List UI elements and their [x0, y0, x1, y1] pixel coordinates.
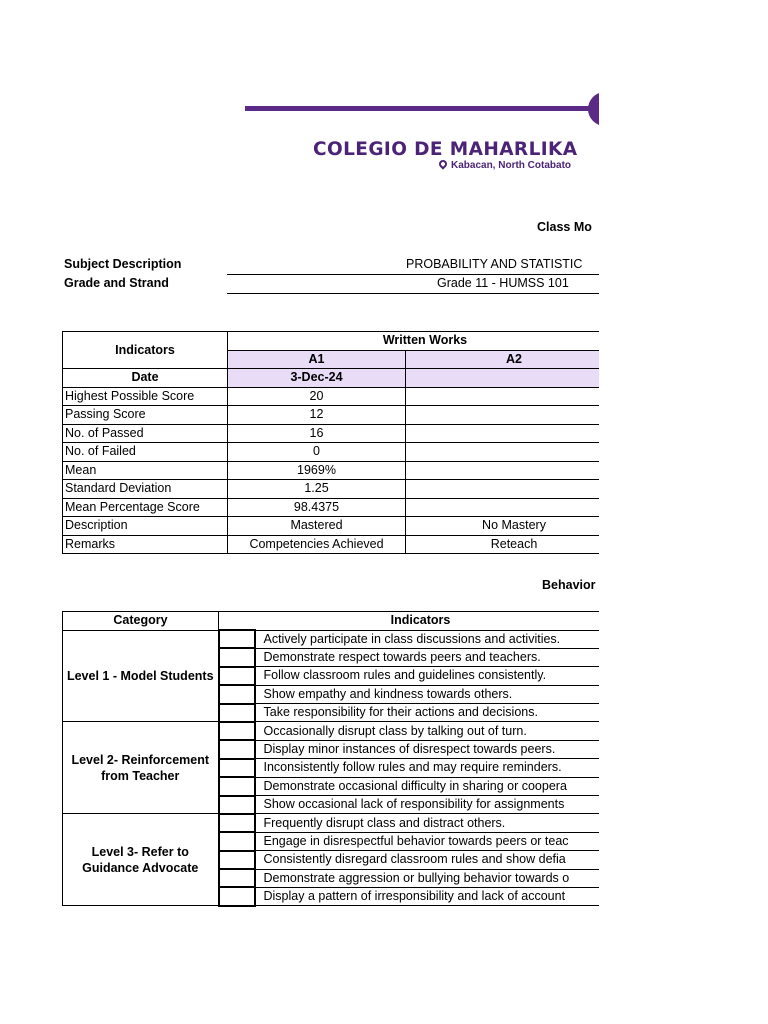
row-label: No. of Failed [63, 443, 228, 462]
row-a2 [406, 387, 600, 406]
table-row [63, 387, 600, 406]
row-label: Standard Deviation [63, 480, 228, 499]
school-name: COLEGIO DE MAHARLIKA [313, 139, 578, 160]
indicator-text: Demonstrate respect towards peers and teachers. [255, 648, 600, 666]
row-a2 [406, 424, 600, 443]
row-a1: 98.4375 [228, 498, 406, 517]
row-label: Mean [63, 461, 228, 480]
level-2-label: Level 2- Reinforcement from Teacher [63, 722, 219, 814]
school-address [439, 160, 571, 171]
category-header: Category [63, 612, 219, 631]
row-a2 [406, 480, 600, 499]
level-3-label: Level 3- Refer to Guidance Advocate [63, 814, 219, 906]
indicator-text: Demonstrate occasional difficulty in sharing or coopera [255, 777, 600, 795]
indicator-text: Show empathy and kindness towards others. [255, 685, 600, 703]
checkbox[interactable] [219, 667, 255, 685]
table-row [63, 630, 600, 648]
indicator-text: Inconsistently follow rules and may require reminders. [255, 759, 600, 777]
indicator-text: Frequently disrupt class and distract others. [255, 814, 600, 832]
document-title: Class Mo [537, 220, 592, 234]
row-a2: Reteach [406, 535, 600, 554]
table-row [63, 722, 600, 740]
row-a1: 1.25 [228, 480, 406, 499]
checkbox[interactable] [219, 722, 255, 740]
row-label: Remarks [63, 535, 228, 554]
table-row [63, 443, 600, 462]
row-label: Description [63, 517, 228, 536]
table-row [63, 517, 600, 536]
table-row [63, 814, 600, 832]
checkbox[interactable] [219, 887, 255, 905]
indicator-text: Demonstrate aggression or bullying behavior towards o [255, 869, 600, 887]
row-a1: 0 [228, 443, 406, 462]
row-a2: No Mastery [406, 517, 600, 536]
row-a2 [406, 406, 600, 425]
row-a1: Mastered [228, 517, 406, 536]
table-row [63, 535, 600, 554]
table-row [63, 406, 600, 425]
row-label: Mean Percentage Score [63, 498, 228, 517]
checkbox[interactable] [219, 796, 255, 814]
row-a1: 16 [228, 424, 406, 443]
subject-value: PROBABILITY AND STATISTIC [406, 257, 583, 271]
assessment-summary-table [62, 331, 599, 554]
checkbox[interactable] [219, 851, 255, 869]
level-1-label: Level 1 - Model Students [63, 630, 219, 722]
row-a2 [406, 461, 600, 480]
row-label: Passing Score [63, 406, 228, 425]
indicator-text: Follow classroom rules and guidelines consistently. [255, 667, 600, 685]
subject-label: Subject Description [64, 257, 182, 271]
row-a1: 20 [228, 387, 406, 406]
date-label: Date [63, 369, 228, 388]
checkbox[interactable] [219, 759, 255, 777]
indicator-text: Display minor instances of disrespect towards peers. [255, 740, 600, 758]
grade-label: Grade and Strand [64, 276, 169, 290]
school-address-text: Kabacan, North Cotabato [451, 160, 572, 171]
indicator-text: Actively participate in class discussions and activities. [255, 630, 600, 648]
checkbox[interactable] [219, 648, 255, 666]
checkbox[interactable] [219, 630, 255, 648]
indicator-text: Show occasional lack of responsibility for assignments [255, 796, 600, 814]
table-row [63, 461, 600, 480]
row-a1: Competencies Achieved [228, 535, 406, 554]
banner-line [245, 106, 599, 111]
indicator-text: Take responsibility for their actions and decisions. [255, 704, 600, 722]
behavior-table [62, 611, 599, 907]
col-a1-header: A1 [228, 350, 406, 369]
checkbox[interactable] [219, 777, 255, 795]
written-works-header: Written Works [228, 332, 600, 351]
row-a1: 1969% [228, 461, 406, 480]
grade-value: Grade 11 - HUMSS 101 [437, 276, 569, 290]
date-a2 [406, 369, 600, 388]
table-row [63, 424, 600, 443]
behavior-section-title: Behavior [542, 578, 596, 592]
subject-underline [227, 274, 599, 275]
row-label: Highest Possible Score [63, 387, 228, 406]
checkbox[interactable] [219, 740, 255, 758]
checkbox[interactable] [219, 685, 255, 703]
col-a2-header: A2 [406, 350, 600, 369]
indicators-header: Indicators [63, 332, 228, 369]
checkbox[interactable] [219, 704, 255, 722]
indicator-text: Display a pattern of irresponsibility and lack of account [255, 887, 600, 905]
indicator-text: Occasionally disrupt class by talking out of turn. [255, 722, 600, 740]
behavior-indicators-header: Indicators [219, 612, 600, 631]
row-a2 [406, 498, 600, 517]
indicator-text: Consistently disregard classroom rules and show defia [255, 851, 600, 869]
checkbox[interactable] [219, 869, 255, 887]
grade-underline [227, 293, 599, 294]
row-label: No. of Passed [63, 424, 228, 443]
date-a1: 3-Dec-24 [228, 369, 406, 388]
checkbox[interactable] [219, 832, 255, 850]
row-a2 [406, 443, 600, 462]
indicator-text: Engage in disrespectful behavior towards peers or teac [255, 832, 600, 850]
school-seal-icon [588, 92, 599, 126]
location-pin-icon [437, 158, 448, 169]
checkbox[interactable] [219, 814, 255, 832]
table-row [63, 498, 600, 517]
table-row [63, 480, 600, 499]
row-a1: 12 [228, 406, 406, 425]
